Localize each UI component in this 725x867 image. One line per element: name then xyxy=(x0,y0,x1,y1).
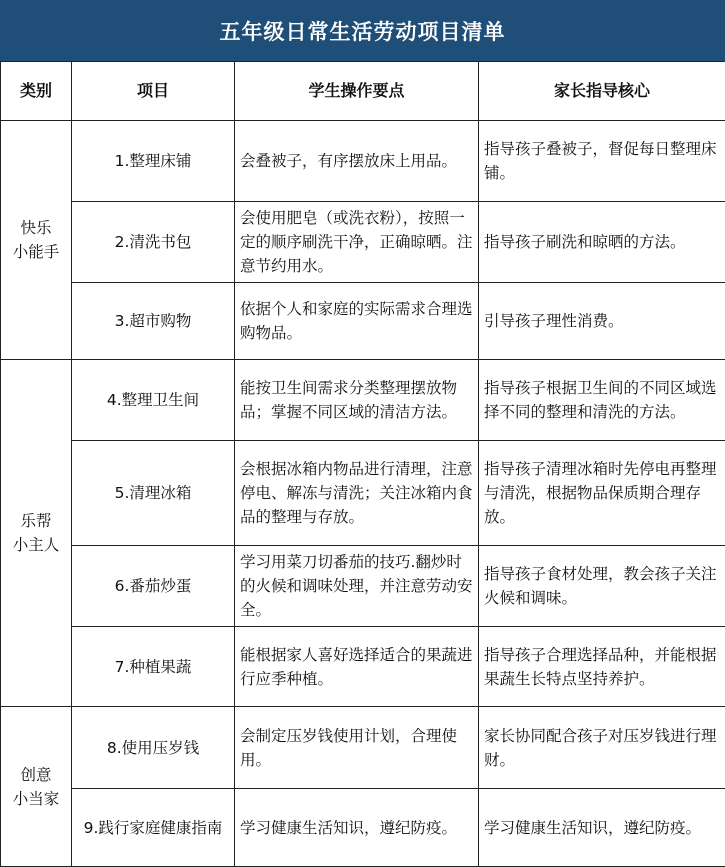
category-cell xyxy=(1,121,72,360)
header-category: 类别 xyxy=(1,62,72,121)
parent-cell: 指导孩子叠被子，督促每日整理床铺。 xyxy=(479,121,725,202)
parent-cell: 引导孩子理性消费。 xyxy=(479,283,725,360)
parent-cell: 指导孩子清理冰箱时先停电再整理与清洗，根据物品保质期合理存放。 xyxy=(479,441,725,546)
category-line: 乐帮 xyxy=(20,512,52,530)
student-cell: 能根据家人喜好选择适合的果蔬进行应季种植。 xyxy=(235,627,479,707)
category-cell xyxy=(1,707,72,867)
student-cell: 学习健康生活知识，遵纪防疫。 xyxy=(235,789,479,867)
item-cell: 3.超市购物 xyxy=(72,283,235,360)
parent-cell: 指导孩子根据卫生间的不同区域选择不同的整理和清洗的方法。 xyxy=(479,360,725,441)
header-parent-guidance: 家长指导核心 xyxy=(479,62,725,121)
table-row xyxy=(1,707,725,789)
table-row xyxy=(1,283,725,360)
table-row xyxy=(1,202,725,283)
parent-cell: 指导孩子刷洗和晾晒的方法。 xyxy=(479,202,725,283)
item-cell: 6.番茄炒蛋 xyxy=(72,546,235,627)
item-cell: 4.整理卫生间 xyxy=(72,360,235,441)
item-cell: 8.使用压岁钱 xyxy=(72,707,235,789)
category-line: 快乐 xyxy=(20,219,52,237)
header-item: 项目 xyxy=(72,62,235,121)
item-cell: 7.种植果蔬 xyxy=(72,627,235,707)
item-cell: 2.清洗书包 xyxy=(72,202,235,283)
student-cell: 会使用肥皂（或洗衣粉），按照一定的顺序刷洗干净，正确晾晒。注意节约用水。 xyxy=(235,202,479,283)
category-line: 小当家 xyxy=(12,789,60,808)
table-row xyxy=(1,789,725,867)
student-cell: 会叠被子，有序摆放床上用品。 xyxy=(235,121,479,202)
parent-cell: 指导孩子食材处理，教会孩子关注火候和调味。 xyxy=(479,546,725,627)
parent-cell: 学习健康生活知识，遵纪防疫。 xyxy=(479,789,725,867)
parent-cell: 指导孩子合理选择品种，并能根据果蔬生长特点坚持养护。 xyxy=(479,627,725,707)
item-cell: 1.整理床铺 xyxy=(72,121,235,202)
category-line: 创意 xyxy=(20,765,52,784)
header-student-points: 学生操作要点 xyxy=(235,62,479,121)
labor-checklist-table xyxy=(0,61,725,867)
item-cell: 9.践行家庭健康指南 xyxy=(72,789,235,867)
page-title: 五年级日常生活劳动项目清单 xyxy=(0,0,725,61)
item-cell: 5.清理冰箱 xyxy=(72,441,235,546)
table-row xyxy=(1,121,725,202)
header-row xyxy=(1,62,725,121)
table-row xyxy=(1,441,725,546)
category-line: 小主人 xyxy=(12,536,60,554)
parent-cell: 家长协同配合孩子对压岁钱进行理财。 xyxy=(479,707,725,789)
student-cell: 会制定压岁钱使用计划，合理使用。 xyxy=(235,707,479,789)
category-cell xyxy=(1,360,72,707)
table-row xyxy=(1,546,725,627)
student-cell: 会根据冰箱内物品进行清理，注意停电、解冻与清洗；关注冰箱内食品的整理与存放。 xyxy=(235,441,479,546)
category-line: 小能手 xyxy=(12,243,60,261)
student-cell: 学习用菜刀切番茄的技巧.翻炒时的火候和调味处理，并注意劳动安全。 xyxy=(235,546,479,627)
table-row xyxy=(1,360,725,441)
student-cell: 依据个人和家庭的实际需求合理选购物品。 xyxy=(235,283,479,360)
table-row xyxy=(1,627,725,707)
student-cell: 能按卫生间需求分类整理摆放物品；掌握不同区域的清洁方法。 xyxy=(235,360,479,441)
